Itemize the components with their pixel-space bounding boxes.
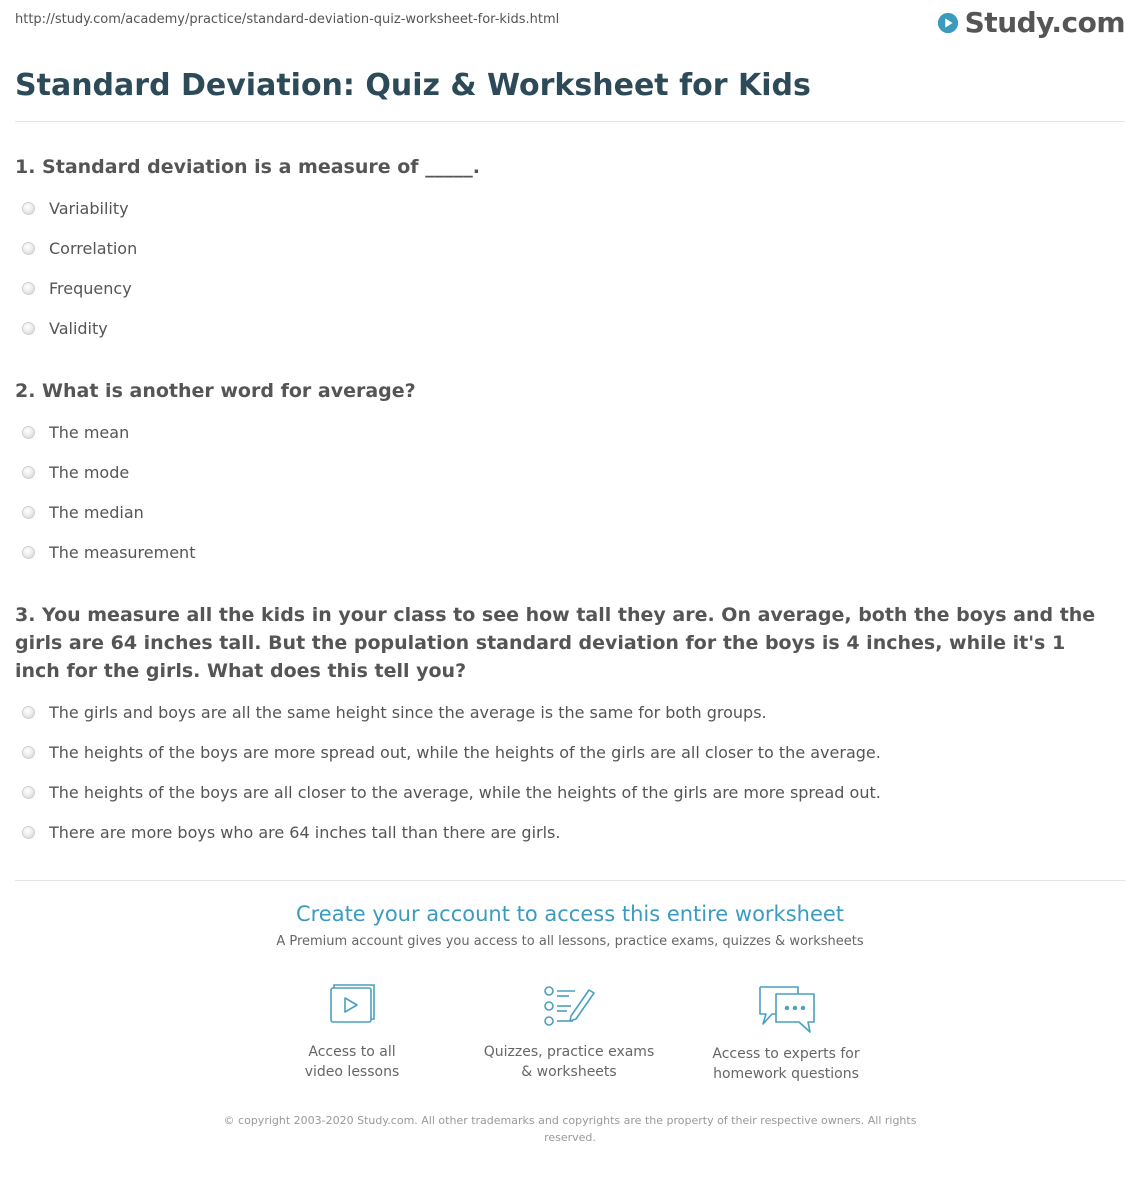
radio-button[interactable] xyxy=(22,506,35,519)
copyright-notice: © copyright 2003-2020 Study.com. All other trademarks and copyrights are the property of their respective owners. All rights reserved. xyxy=(223,1114,917,1144)
radio-button[interactable] xyxy=(22,706,35,719)
question-1: 1. Standard deviation is a measure of _____. xyxy=(15,156,480,178)
answer-label: There are more boys who are 64 inches tall than there are girls. xyxy=(49,822,561,842)
question-3-options xyxy=(22,692,881,852)
answer-option[interactable] xyxy=(22,492,195,532)
radio-button[interactable] xyxy=(22,426,35,439)
premium-features xyxy=(0,984,1140,1094)
radio-button[interactable] xyxy=(22,826,35,839)
study-play-icon xyxy=(937,12,959,34)
answer-option[interactable] xyxy=(22,452,195,492)
page-header xyxy=(15,8,1125,48)
feature-label: Access to all video lessons xyxy=(304,1044,400,1080)
answer-label: The measurement xyxy=(49,542,196,562)
radio-button[interactable] xyxy=(22,546,35,559)
answer-label: The heights of the boys are all closer to the average, while the heights of the girls are more spread out. xyxy=(49,782,881,802)
answer-option[interactable] xyxy=(22,412,195,452)
question-3: 3. You measure all the kids in your class to see how tall they are. On average, both the boys and the girls are 64 inches tall. But the population standard deviation for the boys is 4 inches, while it's 1 inch for the girls. What does this tell you? xyxy=(15,604,1096,682)
answer-option[interactable] xyxy=(22,772,881,812)
page-title: Standard Deviation: Quiz & Worksheet for Kids xyxy=(15,68,811,103)
question-1-options xyxy=(22,188,137,348)
radio-button[interactable] xyxy=(22,786,35,799)
radio-button[interactable] xyxy=(22,202,35,215)
premium-description: A Premium account gives you access to all lessons, practice exams, quizzes & worksheets xyxy=(276,934,864,949)
chat-bubbles-icon xyxy=(754,984,818,1034)
answer-label: Correlation xyxy=(49,238,138,258)
answer-label: The girls and boys are all the same height since the average is the same for both groups. xyxy=(49,702,767,722)
feature-label: Access to experts for homework questions xyxy=(712,1046,860,1082)
answer-label: Frequency xyxy=(49,278,132,298)
cta-divider xyxy=(15,880,1125,881)
answer-option[interactable] xyxy=(22,732,881,772)
video-lesson-icon xyxy=(324,984,380,1032)
answer-option[interactable] xyxy=(22,532,195,572)
radio-button[interactable] xyxy=(22,322,35,335)
radio-button[interactable] xyxy=(22,466,35,479)
answer-option[interactable] xyxy=(22,812,881,852)
answer-option[interactable] xyxy=(22,308,137,348)
radio-button[interactable] xyxy=(22,242,35,255)
answer-option[interactable] xyxy=(22,188,137,228)
study-logo[interactable] xyxy=(937,6,1125,39)
answer-option[interactable] xyxy=(22,268,137,308)
quiz-checklist-icon xyxy=(541,984,597,1032)
feature-quizzes xyxy=(469,984,669,1082)
question-2: 2. What is another word for average? xyxy=(15,380,416,402)
create-account-link[interactable]: Create your account to access this entire worksheet xyxy=(295,902,845,926)
radio-button[interactable] xyxy=(22,282,35,295)
feature-video-lessons xyxy=(252,984,452,1082)
radio-button[interactable] xyxy=(22,746,35,759)
answer-option[interactable] xyxy=(22,692,881,732)
answer-label: The mean xyxy=(49,422,130,442)
page-url: http://study.com/academy/practice/standard-deviation-quiz-worksheet-for-kids.html xyxy=(15,12,560,27)
question-2-options xyxy=(22,412,195,572)
answer-label: The median xyxy=(49,502,144,522)
answer-label: The heights of the boys are more spread out, while the heights of the girls are all closer to the average. xyxy=(49,742,881,762)
answer-option[interactable] xyxy=(22,228,137,268)
answer-label: The mode xyxy=(49,462,130,482)
title-divider xyxy=(15,121,1125,122)
answer-label: Variability xyxy=(49,198,129,218)
answer-label: Validity xyxy=(49,318,108,338)
feature-experts xyxy=(686,984,886,1084)
feature-label: Quizzes, practice exams & worksheets xyxy=(483,1044,655,1080)
logo-text: Study.com xyxy=(964,6,1125,39)
